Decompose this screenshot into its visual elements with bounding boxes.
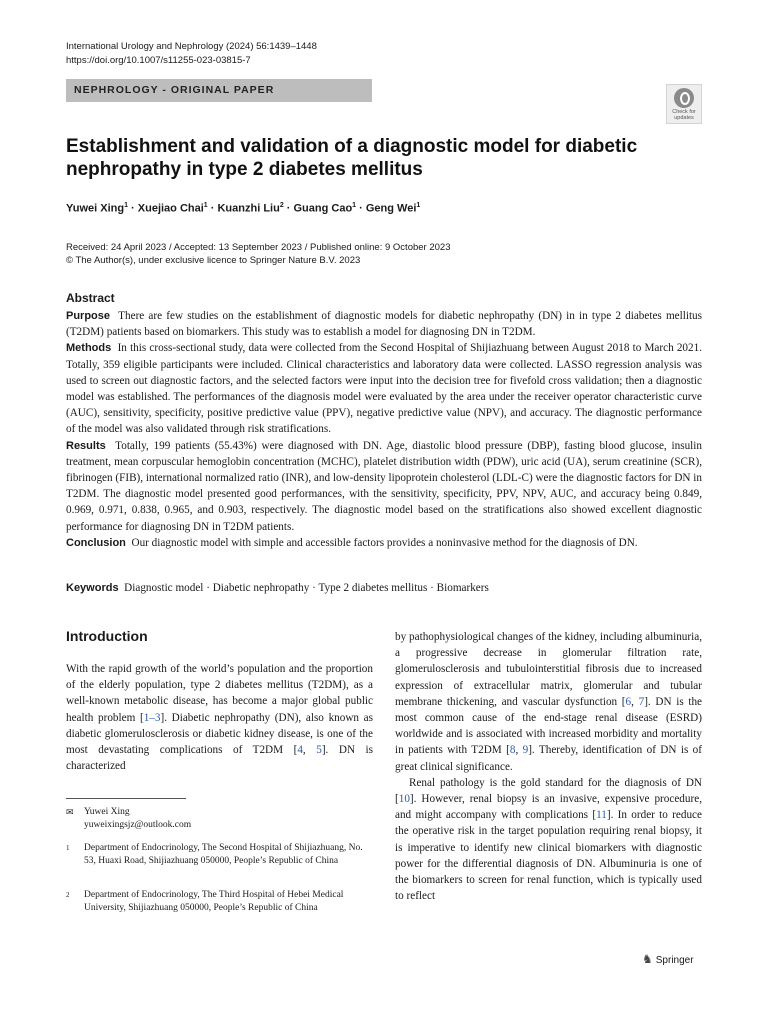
citation-link[interactable]: 6	[625, 695, 632, 708]
springer-horse-icon: ♞	[642, 952, 653, 966]
abstract-heading: Abstract	[66, 291, 115, 305]
intro-text: ,	[302, 744, 317, 757]
intro-text: ]. Diabetic nephropathy (DN), also known as diabetic glomerulosclerosis or diabetic kidney disease, is one of the most devastating complications of T2DM [	[66, 711, 374, 757]
right-column	[395, 629, 702, 904]
corresponding-name: Yuwei Xing	[84, 807, 130, 817]
purpose-text: There are few studies on the establishment of diagnostic models for diabetic nephropathy (DN) in in type 2 diabetes mellitus (T2DM) patients based on biomarkers. This study was to establish a model for diagnosing DN in T2DM.	[66, 310, 702, 339]
citation-link[interactable]: 1–3	[143, 711, 161, 724]
affiliation-text: Department of Endocrinology, The Second Hospital of Shijiazhuang, No. 53, Huaxi Road, Shijiazhuang 050000, People’s Republic of China	[84, 843, 363, 866]
introduction-heading: Introduction	[66, 628, 148, 644]
author-affiliation-mark: 1	[352, 202, 357, 209]
copyright-line: © The Author(s), under exclusive licence to Springer Nature B.V. 2023	[66, 255, 361, 266]
corresponding-author-note	[66, 806, 366, 832]
left-column	[66, 626, 373, 774]
purpose-label: Purpose	[66, 310, 111, 322]
intro-paragraph-1	[66, 661, 373, 774]
doi-link[interactable]: https://doi.org/10.1007/s11255-023-03815-7	[66, 55, 251, 66]
abstract-purpose	[66, 308, 702, 340]
journal-line: International Urology and Nephrology (2024) 56:1439–1448	[66, 41, 317, 52]
intro-text: ]. Thereby, identification of DN is of great clinical significance.	[395, 744, 702, 773]
methods-text: In this cross-sectional study, data were collected from the Second Hospital of Shijiazhuang between August 2018 to March 2021. Totally, 359 eligible participants were included. Clinical characteristics and laboratory data were collected. LASSO regression analysis was used to screen out diagnostic factors, and the selected factors were input into the decision tree for fivefold cross validation; then a diagnostic model was established. The performances of the diagnosis model were evaluated by the area under the receiver operator characteristic curve (AUC), sensitivity, specificity, positive predictive value (PPV), negative predictive value (NPV), and accuracy. The diagnostic performance of the model was also validated through risk stratifications.	[66, 342, 703, 436]
publication-dates	[66, 241, 450, 267]
check-for-updates-badge[interactable]	[666, 84, 702, 124]
results-label: Results	[66, 439, 106, 452]
intro-text: ,	[515, 744, 523, 757]
intro-text: ]. DN is the most common cause of the end-stage renal disease (ESRD) worldwide and is associated with increased morbidity and mortality in patients with T2DM [	[395, 695, 703, 757]
author-name[interactable]: Kuanzhi Liu	[217, 202, 280, 215]
abstract-results	[66, 438, 702, 535]
paper-title: Establishment and validation of a diagnostic model for diabetic nephropathy in type 2 diabetes mellitus	[66, 136, 638, 180]
intro-text: by pathophysiological changes of the kidney, including albuminuria, a progressive decrease in glomerular filtration rate, glomerulosclerosis and tubulointerstitial fibrosis due to increased expression of extracellular matrix, glomerular and tubular membrane thickening, and vascular dysfunction [	[395, 631, 702, 708]
keywords-text: Diagnostic model · Diabetic nephropathy · Type 2 diabetes mellitus · Biomarkers	[124, 582, 489, 594]
citation-link[interactable]: 8	[509, 744, 516, 757]
intro-paragraph-3	[395, 775, 702, 905]
abstract-conclusion	[66, 535, 702, 551]
author-name[interactable]: Xuejiao Chai	[137, 202, 204, 215]
conclusion-label: Conclusion	[66, 536, 126, 549]
dates-line: Received: 24 April 2023 / Accepted: 13 September 2023 / Published online: 9 October 2023	[66, 242, 451, 253]
keywords	[66, 582, 489, 594]
citation-link[interactable]: 5	[316, 744, 322, 757]
citation-link[interactable]: 9	[522, 744, 529, 757]
section-label: NEPHROLOGY - ORIGINAL PAPER	[66, 79, 372, 102]
abstract-methods	[66, 340, 702, 437]
footnote-divider	[66, 798, 186, 799]
affiliation-mark: 2	[66, 891, 70, 899]
conclusion-text: Our diagnostic model with simple and accessible factors provides a noninvasive method for the diagnosis of DN.	[131, 536, 638, 549]
intro-text: With the rapid growth of the world’s population and the proportion of the elderly population, type 2 diabetes mellitus (T2DM), as a well-known metabolic disease, has become a major global public health problem [	[66, 663, 373, 724]
intro-text: ,	[631, 695, 639, 708]
author-name[interactable]: Guang Cao	[293, 202, 353, 215]
author-affiliation-mark: 1	[416, 202, 421, 209]
intro-text: ]. However, renal biopsy is an invasive, expensive procedure, and might accompany with complications [	[395, 793, 702, 822]
citation-link[interactable]: 11	[596, 809, 607, 822]
intro-text: Renal pathology is the gold standard for the diagnosis of DN [	[395, 776, 702, 806]
affiliation-mark: 1	[66, 844, 70, 852]
affiliation-2	[66, 889, 366, 915]
author-affiliation-mark: 2	[279, 202, 284, 209]
intro-paragraph-2	[395, 629, 702, 775]
abstract-section	[66, 290, 702, 551]
publisher-name: Springer	[655, 955, 694, 966]
intro-text: ]. DN is characterized	[66, 744, 373, 773]
envelope-icon: ✉	[66, 807, 74, 817]
publisher-logo	[642, 952, 694, 968]
affiliation-1	[66, 842, 366, 868]
check-badge-line2: updates	[674, 115, 694, 121]
author-name[interactable]: Geng Wei	[365, 202, 417, 215]
intro-text: ]. In order to reduce the operative risk in the target population requiring renal biopsy, it is imperative to identify new clinical biomarkers with diagnostic power for the differential diagnosis of DN. Albuminuria is one of the biomarkers to screen for renal function, which is typically used to reflect	[395, 809, 702, 903]
affiliation-text: Department of Endocrinology, The Third Hospital of Hebei Medical University, Shijiazhuang 050000, People’s Republic of China	[84, 890, 344, 913]
citation-link[interactable]: 10	[398, 793, 410, 806]
keywords-label: Keywords	[66, 582, 119, 594]
author-list: Yuwei Xing$^1$ · Xuejiao Chai$^1$ · Kuanzhi Liu$^2$ · Guang Cao$^1$ · Geng Wei$^1$	[66, 202, 421, 215]
author-affiliation-mark: 1	[203, 202, 208, 209]
results-text: Totally, 199 patients (55.43%) were diagnosed with DN. Age, diastolic blood pressure (DBP), fasting blood glucose, insulin treatment, mean corpuscular hemoglobin concentration (MCHC), platelet distribution width (PDW), uric acid (UA), serum creatinine (SCR), fibrinogen (FIB), international normalized ratio (INR), and low-density lipoprotein cholesterol (LDL-C) were the diagnostic factors for DN in T2DM. The diagnostic model presented good performances, with the sensitivity, specificity, PPV, NPV, AUC, and accuracy being 0.849, 0.969, 0.971, 0.838, 0.965, and 0.903, respectively. The diagnostic model based on the stratifications also showed excellent diagnostic performance for diagnosing DN in T2DM patients.	[66, 439, 702, 533]
author-affiliation-mark: 1	[124, 202, 128, 209]
author-name[interactable]: Yuwei Xing	[66, 202, 125, 215]
corresponding-email[interactable]: yuweixingsjz@outlook.com	[84, 820, 192, 830]
check-badge-line1: Check for	[672, 109, 696, 115]
journal-citation	[66, 40, 317, 68]
citation-link[interactable]: 4	[297, 744, 303, 757]
citation-link[interactable]: 7	[638, 695, 645, 708]
check-updates-icon	[674, 88, 694, 108]
methods-label: Methods	[66, 342, 112, 355]
